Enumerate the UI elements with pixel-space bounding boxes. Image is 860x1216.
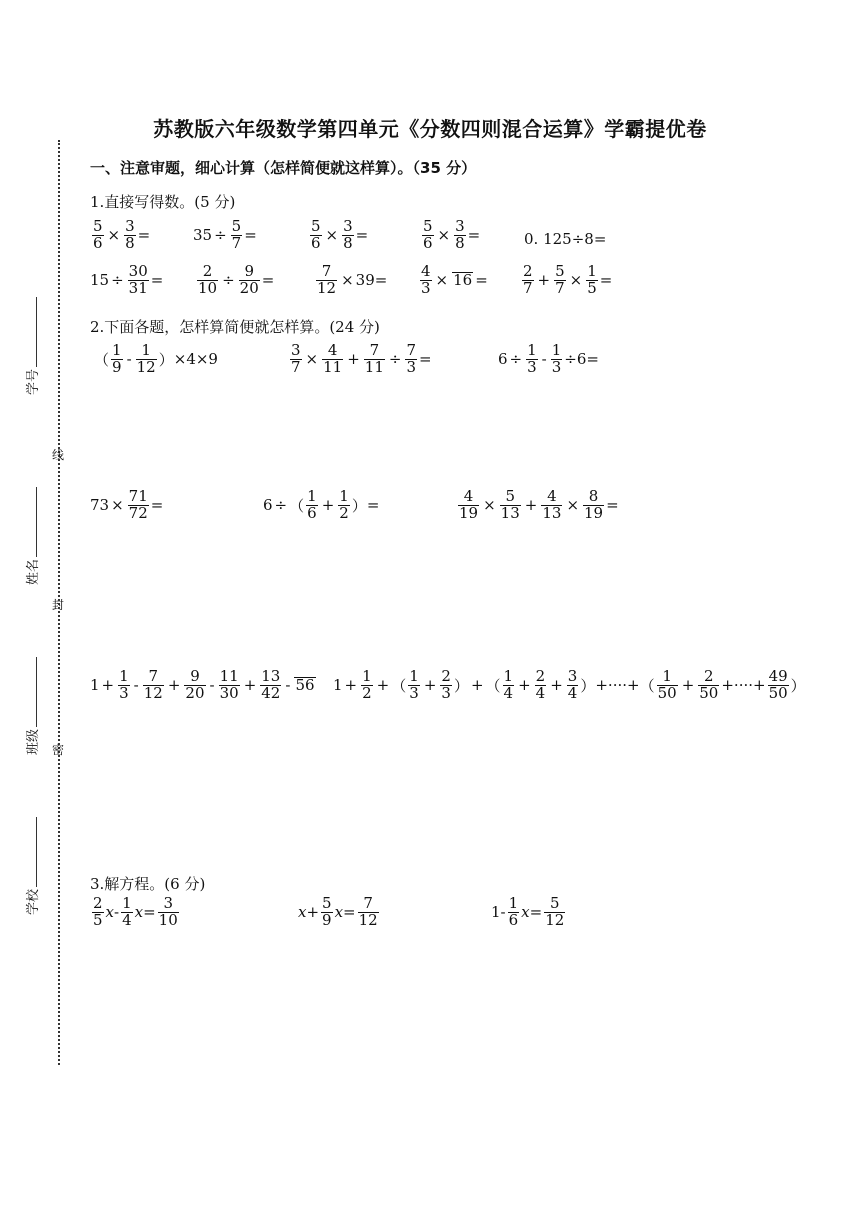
problem-2-4: 73 × $\frac{71}{72}$ = [90, 487, 164, 522]
problem-1-2: 35 ÷ $\frac{5}{7}$ = [193, 217, 257, 252]
seal-mark-line: 线 [52, 448, 65, 462]
problem-1-1: $\frac{5}{6}$ × $\frac{3}{8}$ = [93, 217, 151, 252]
equation-2: x + $\frac{5}{9}$ x= $\frac{7}{12}$ [298, 894, 378, 929]
problem-1-8: $\frac{7}{12}$ × 39= [317, 262, 388, 297]
part1-title: 1.直接写得数。(5 分) [90, 193, 236, 211]
name-field[interactable]: 姓名 [22, 487, 41, 585]
problem-2-3: 6 ÷ $\frac{1}{3}$ - $\frac{1}{3}$ ÷6= [498, 341, 599, 376]
problem-1-4: $\frac{5}{6}$ × $\frac{3}{8}$ = [423, 217, 481, 252]
problem-2-6: $\frac{4}{19}$ × $\frac{5}{13}$ + $\frac{4}{13}$ × $\frac{8}{19}$ = [459, 487, 619, 522]
problem-1-6: 15 ÷ $\frac{30}{31}$ = [90, 262, 164, 297]
school-field[interactable]: 学校 [22, 817, 41, 915]
problem-1-3: $\frac{5}{6}$ × $\frac{3}{8}$ = [311, 217, 369, 252]
page-title: 苏教版六年级数学第四单元《分数四则混合运算》学霸提优卷 [153, 117, 707, 141]
problem-2-7: 1 + $\frac{1}{3}$ - 7 12 + $\frac{9}{20}$ - 11 30 + $\frac{13}{42}$ - 56 [90, 667, 315, 702]
equation-3: 1- 1 6 x= $\frac{5}{12}$ [491, 894, 565, 929]
part3-title: 3.解方程。(6 分) [90, 875, 206, 893]
problem-2-2: $\frac{3}{7}$ × $\frac{4}{11}$ + $\frac{7}{11}$ ÷ $\frac{7}{3}$ = [291, 341, 432, 376]
problem-1-9: $\frac{4}{3}$ × 16 = [421, 262, 488, 297]
seal-mark-secret: 密 [52, 743, 65, 757]
seal-mark-seal: 封 [52, 598, 65, 612]
student-number-field[interactable]: 学号 [22, 297, 41, 395]
problem-1-7: $\frac{2}{10}$ ÷ $\frac{9}{20}$ = [198, 262, 275, 297]
class-field[interactable]: 班级 [22, 657, 41, 755]
problem-2-8: 1 + $\frac{1}{2}$ + （ 1 3 + $\frac{2}{3}$ ） + （ 1 4 + $\frac{2}{4}$ + $\frac{3}{4}$ ） +····+ （ 1 50 + $\frac{2}{50}$ +····+ $\frac{49}{50}$ ） [333, 667, 806, 702]
problem-1-10: 2 7 + $\frac{5}{7}$ × $\frac{1}{5}$ = [523, 262, 613, 297]
equation-1: 2 5 x - 1 4 x= $\frac{3}{10}$ [93, 894, 178, 929]
problem-2-5: 6 ÷ （ 1 6 + $\frac{1}{2}$ ） = [263, 487, 380, 522]
problem-2-1: （ 1 9 - 1 12 ） ×4×9 [94, 341, 218, 376]
section-heading: 一、注意审题，细心计算（怎样简便就这样算）。（35 分） [90, 159, 477, 177]
part2-title: 2.下面各题，怎样算简便就怎样算。(24 分) [90, 318, 380, 336]
problem-1-5: 0. 125÷8= [524, 230, 607, 248]
